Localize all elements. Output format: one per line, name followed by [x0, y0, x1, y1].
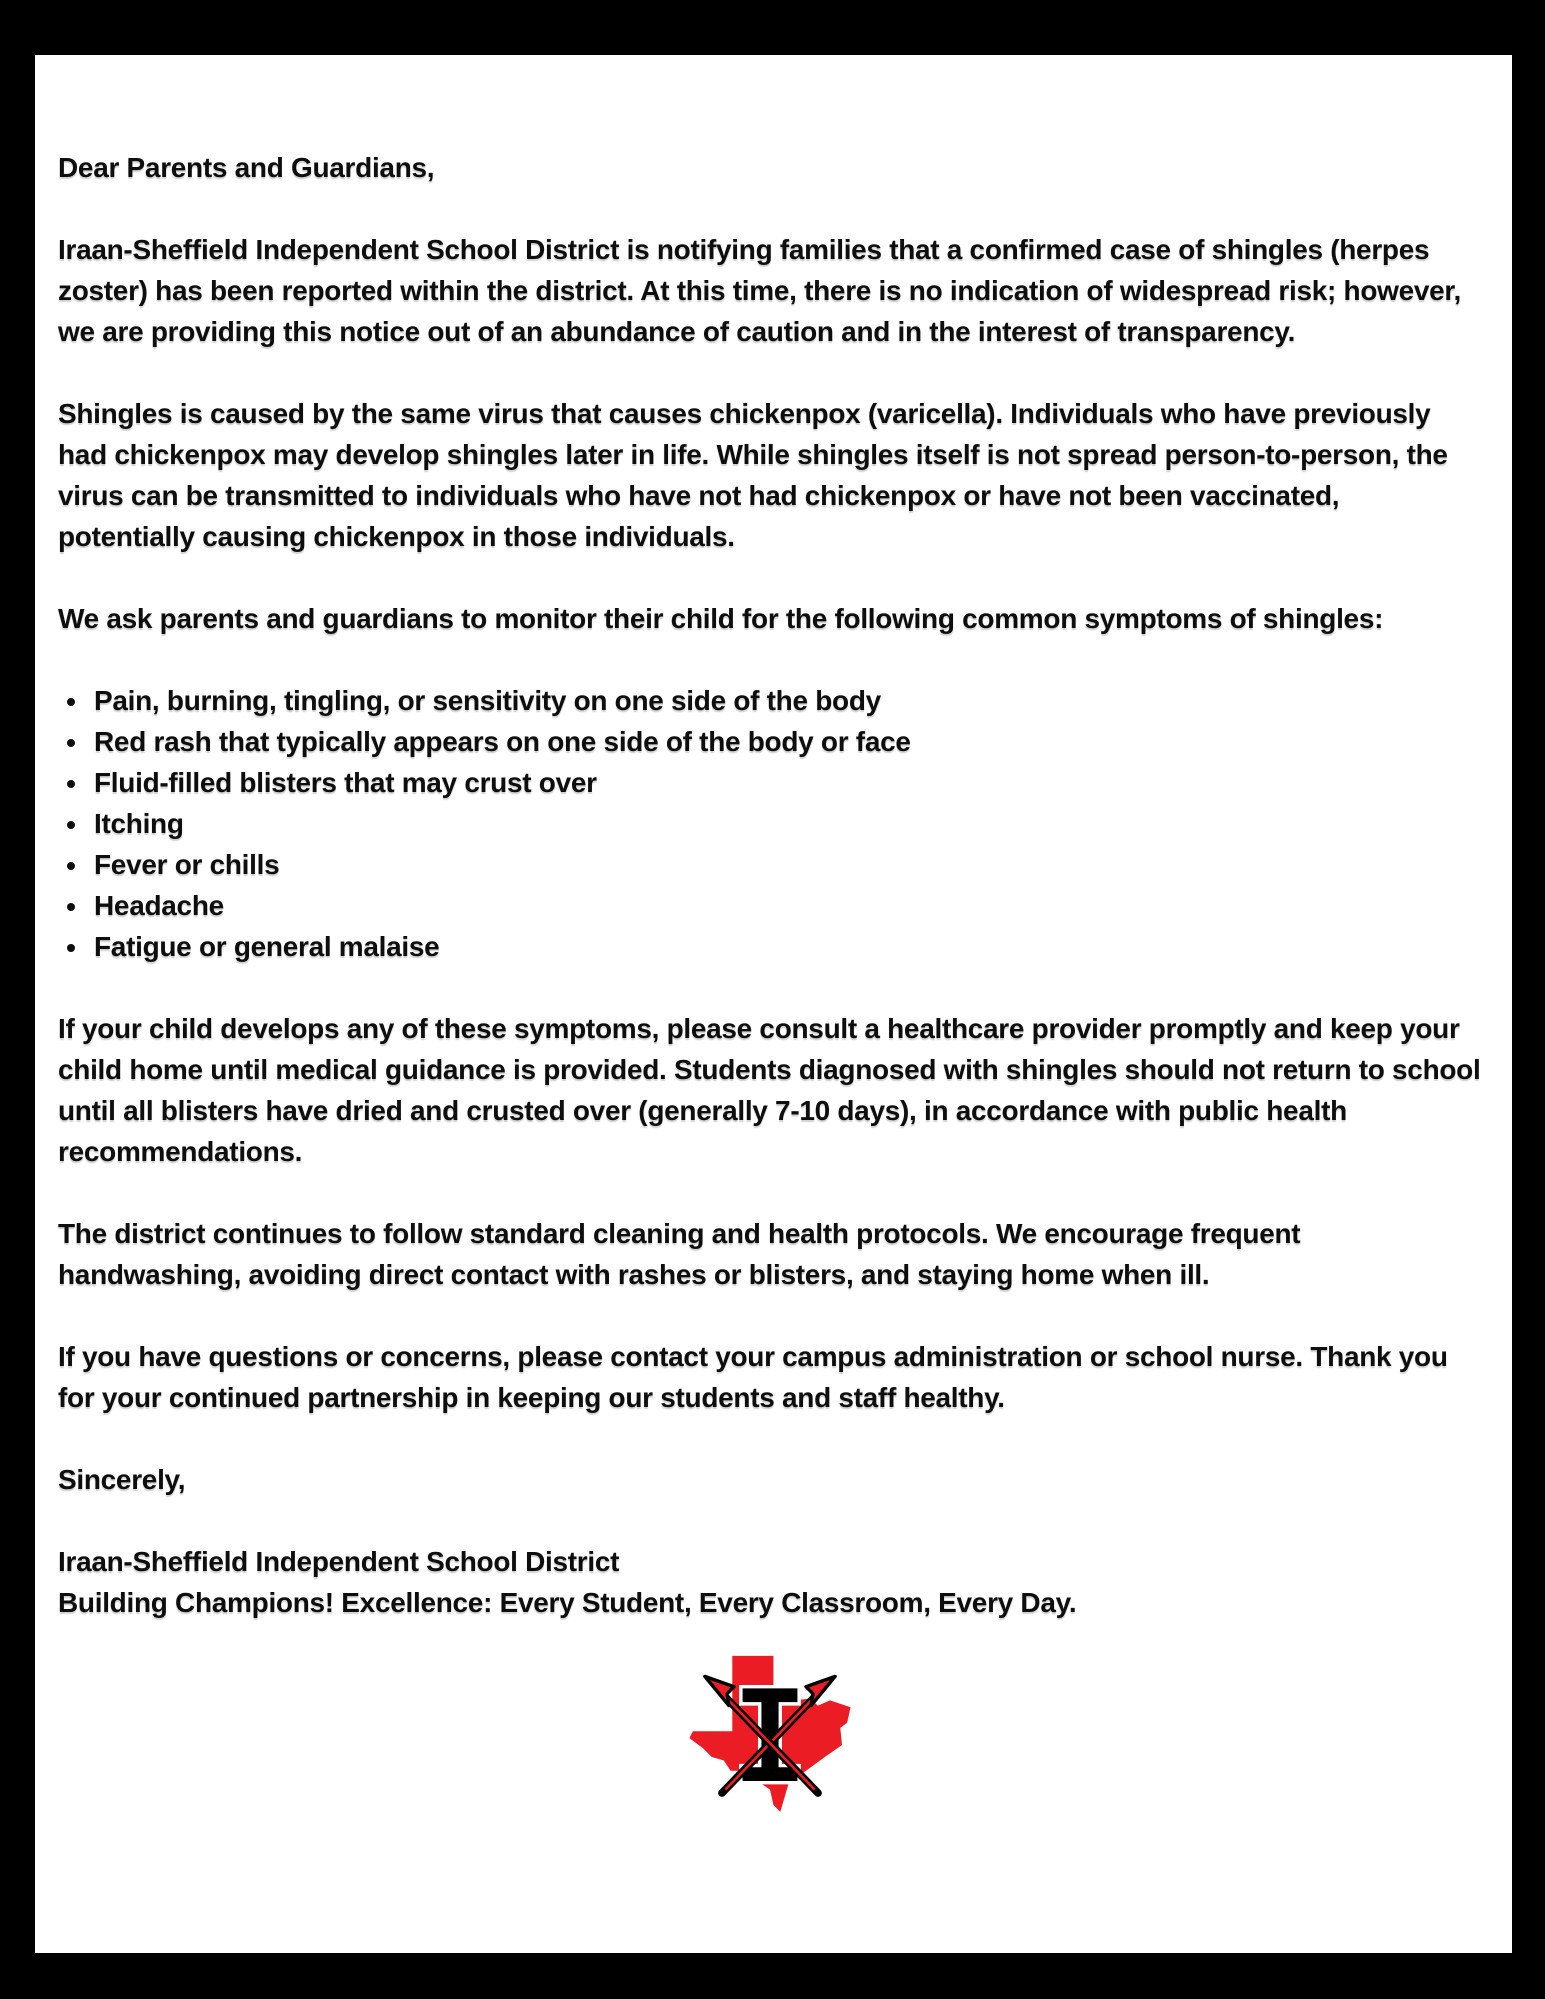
symptom-item: • Red rash that typically appears on one side of the body or face	[90, 721, 1482, 762]
closing: Sincerely,	[58, 1464, 186, 1495]
letter-paper	[35, 55, 1512, 1953]
paragraph-protocols: The district continues to follow standard cleaning and health protocols. We encourage frequent handwashing, avoiding direct contact with rashes or blisters, and staying home when ill.	[58, 1218, 1301, 1290]
paragraph-guidance: If your child develops any of these symptoms, please consult a healthcare provider promptly and keep your child home until medical guidance is provided. Students diagnosed with shingles should not return to school until all blisters have dried and crusted over (generally 7-10 days), in accordance with public health recommendations.	[58, 1013, 1481, 1167]
paragraph-about-shingles: Shingles is caused by the same virus that causes chickenpox (varicella). Individuals who have previously had chickenpox may develop shingles later in life. While shingles itself is not spread person-to-person, the virus can be transmitted to individuals who have not had chickenpox or have not been vaccinated, potentially causing chickenpox in those individuals.	[58, 398, 1448, 552]
salutation: Dear Parents and Guardians,	[58, 152, 435, 183]
district-logo	[58, 1649, 1482, 1828]
paragraph-notification: Iraan-Sheffield Independent School District is notifying families that a confirmed case of shingles (herpes zoster) has been reported within the district. At this time, there is no indication of widespread risk; however, we are providing this notice out of an abundance of caution and in the interest of transparency.	[58, 234, 1461, 347]
symptom-item: • Pain, burning, tingling, or sensitivity on one side of the body	[90, 680, 1482, 721]
iraan-sheffield-isd-logo-svg	[684, 1649, 856, 1817]
letter-content	[35, 55, 1512, 1828]
paragraph-monitor-intro: We ask parents and guardians to monitor their child for the following common symptoms of shingles:	[58, 603, 1384, 634]
signature-block	[58, 1541, 1482, 1623]
symptom-item: • Fever or chills	[90, 844, 1482, 885]
symptom-list	[58, 680, 1482, 967]
symptom-item: • Itching	[90, 803, 1482, 844]
symptom-item: • Fatigue or general malaise	[90, 926, 1482, 967]
paragraph-contact: If you have questions or concerns, please contact your campus administration or school nurse. Thank you for your continued partnership in keeping our students and staff healthy.	[58, 1341, 1448, 1413]
symptom-item: • Headache	[90, 885, 1482, 926]
signature-district: Iraan-Sheffield Independent School District	[58, 1546, 620, 1577]
symptom-item: • Fluid-filled blisters that may crust over	[90, 762, 1482, 803]
signature-motto: Building Champions! Excellence: Every Student, Every Classroom, Every Day.	[58, 1587, 1077, 1618]
